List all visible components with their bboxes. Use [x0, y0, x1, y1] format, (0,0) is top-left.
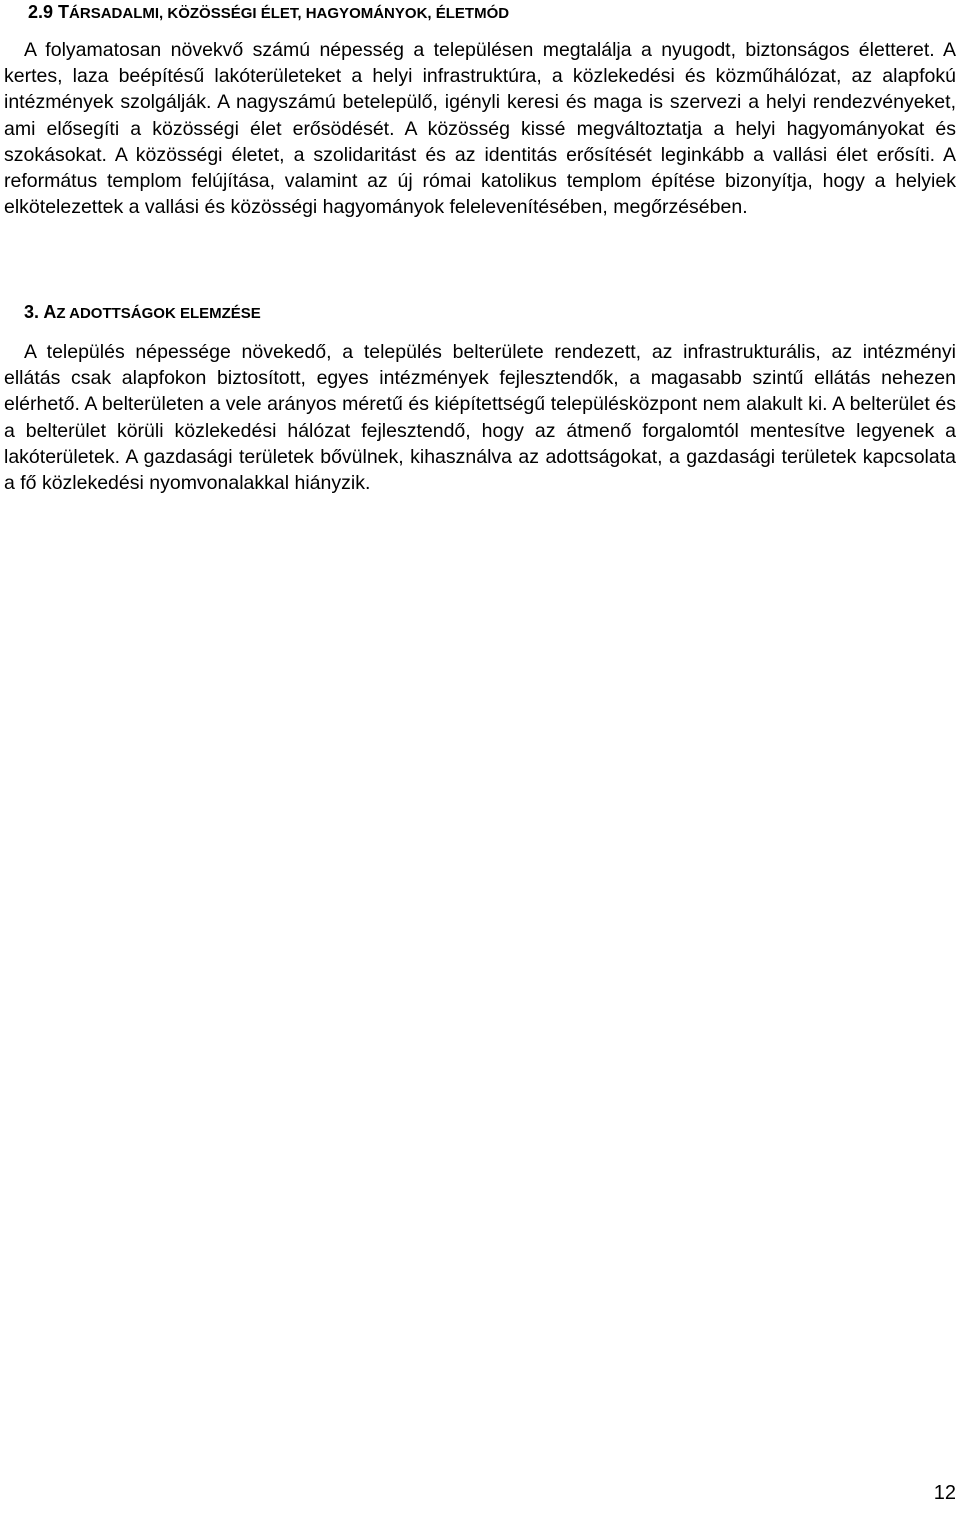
section-heading-2-9 [28, 0, 509, 26]
section-number: 3. [24, 302, 40, 322]
section-title-initial: T [58, 2, 70, 22]
section-number: 2.9 [28, 2, 54, 22]
section-heading-3 [24, 300, 261, 326]
body-paragraph-social-life: A folyamatosan növekvő számú népesség a településen megtalálja a nyugodt, biztonságos életteret. A kertes, laza beépítésű lakóterületeket a helyi infrastruktúra, a közlekedési és közműhálózat, az alapfokú intézmények szolgálják. A nagyszámú betelepülő, igényli keresi és maga is szervezi a helyi rendezvényeket, ami elősegíti a közösségi élet erősödését. A közösség kissé megváltoztatja a helyi hagyományokat és szokásokat. A közösségi életet, a szolidaritást és az identitás erősítését leginkább a vallási élet erősíti. A református templom felújítása, valamint az új római katolikus templom építése bizonyítja, hogy a helyiek elkötelezettek a vallási és közösségi hagyományok felelevenítésében, megőrzésében. [4, 39, 956, 219]
page-number: 12 [933, 1482, 956, 1504]
section-title-rest: Z ADOTTSÁGOK ELEMZÉSE [56, 305, 261, 322]
body-paragraph-analysis: A település népessége növekedő, a település belterülete rendezett, az infrastrukturális, az intézményi ellátás csak alapfokon biztosított, egyes intézmények fejlesztendők, a magasabb szintű ellátás nehezen elérhető. A belterületen a vele arányos méretű és kiépítettségű településközpont nem alakult ki. A belterület és a belterület körüli közlekedési hálózat fejlesztendő, hogy az átmenő forgalomtól mentesítve legyenek a lakóterületek. A gazdasági területek bővülnek, kihasználva az adottságokat, a gazdasági területek kapcsolata a fő közlekedési nyomvonalakkal hiányzik. [4, 341, 956, 495]
section-title-initial: A [43, 302, 57, 322]
section-title-rest: ÁRSADALMI, KÖZÖSSÉGI ÉLET, HAGYOMÁNYOK, ÉLETMÓD [69, 5, 510, 22]
